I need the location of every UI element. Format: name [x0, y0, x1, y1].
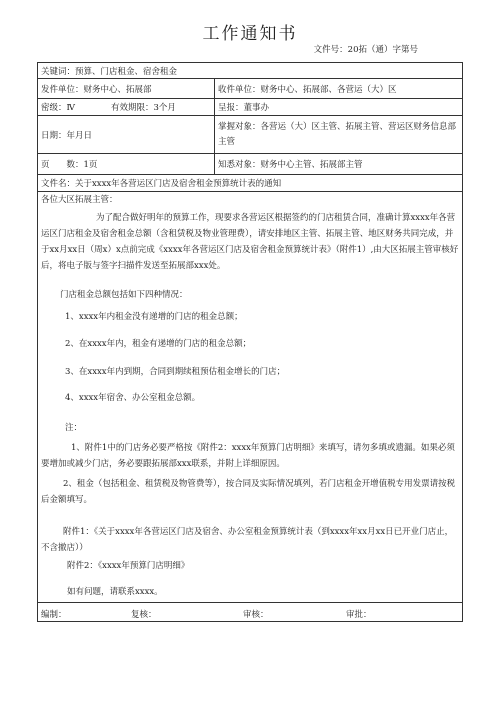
case-item: 3、在xxxx年内到期，合同到期续租预估租金增长的门店； [65, 367, 286, 377]
inform-target: 知悉对象：财务中心主管、拓展部主管 [214, 154, 464, 174]
subject-cell: 文件名：关于xxxx年各营运区门店及宿舍租金预算统计表的通知 [41, 179, 282, 189]
secret-row [38, 99, 462, 116]
keywords-cell: 关键词：预算、门店租金、宿舍租金 [41, 66, 178, 77]
notice-body [38, 192, 462, 603]
cases-intro: 门店租金总额包括如下四种情况： [60, 290, 188, 300]
secret-level: 密级：Ⅳ [41, 103, 75, 113]
issuer-cell: 发件单位：财务中心、拓展部 [41, 84, 152, 95]
editor-label: 编制： [41, 610, 67, 620]
control-target: 掌握对象：各营运（大）区主管、拓展主管、营运区财务信息部主管 [214, 116, 464, 153]
submit-to: 呈报：董事办 [214, 99, 464, 115]
page-title: 工作通知书 [202, 24, 298, 44]
notice-form [37, 62, 463, 622]
attachment-1: 附件1：《关于xxxx年各营运区门店及宿舍、办公室租金预算统计表（到xxxx年xx月xx日已开业门店止，不含撤店）） [41, 527, 454, 553]
case-item: 4、xxxx年宿舍、办公室租金总额。 [65, 393, 201, 403]
auditor-label: 审核： [243, 610, 269, 620]
keywords-row [38, 63, 462, 79]
page-count: 页 数：1页 [41, 160, 98, 170]
pages-row [38, 154, 462, 175]
salutation: 各位大区拓展主管： [41, 195, 118, 205]
case-item: 1、xxxx年内租金没有递增的门店的租金总额； [65, 312, 243, 322]
document-number: 文件号：20拓（通）字第号 [313, 45, 418, 55]
issuer-row [38, 79, 462, 99]
case-item: 2、在xxxx年内，租金有递增的门店的租金总额； [65, 339, 252, 349]
signature-row [38, 603, 462, 621]
date-row [38, 116, 462, 154]
receiver-cell: 收件单位：财务中心、拓展部、各营运（大）区 [214, 79, 464, 98]
date-cell: 日期：年月日 [41, 130, 93, 141]
note-item: 2、租金（包括租金、租赁税及物管费等），按合同及实际情况填列，若门店租金开增值税专用发票请按税后金额填写。 [41, 479, 456, 505]
contact-line: 如有问题，请联系xxxx。 [67, 587, 163, 597]
checker-label: 复核： [131, 610, 157, 620]
attachment-2: 附件2：《xxxx年预算门店明细》 [67, 561, 190, 571]
note-label: 注： [65, 423, 83, 433]
validity-period: 有效期限：3个月 [111, 103, 176, 113]
subject-row [38, 175, 462, 192]
approver-label: 审批： [346, 610, 372, 620]
note-item: 1、附件1中的门店务必要严格按《附件2：xxxx年预算门店明细》来填写，请勿多填或遗漏。如果必须要增加或减少门店，务必要跟拓展部xxx联系，并附上详细原因。 [41, 443, 455, 469]
intro-paragraph: 为了配合做好明年的预算工作，现要求各营运区根据签约的门店租赁合同，准确计算xxxx年各营运区门店租金及宿舍租金总额（含租赁税及物业管理费），请安排地区主管、拓展主管、地区财务共同完成，并于xx月xx日（周x）x点前完成《xxxx年各营运区门店及宿舍租金预算统计表》（附件1）,由大区拓展主管审核好后，将电子版与签字扫描件发送至拓展部xxx处。 [41, 213, 459, 271]
